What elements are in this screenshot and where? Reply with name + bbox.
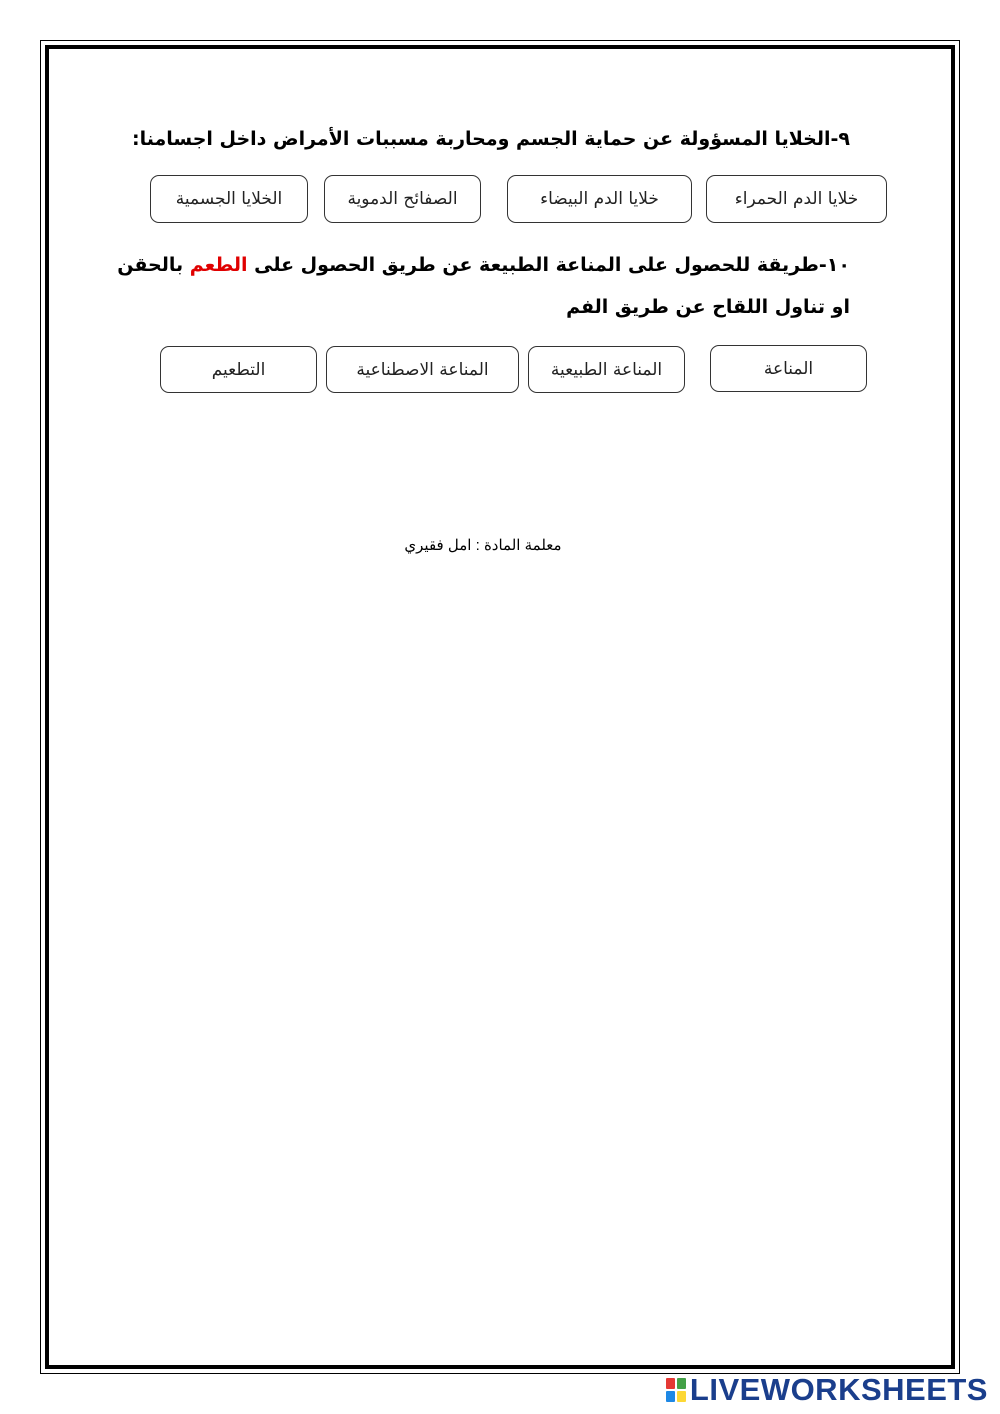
page-border-inner — [45, 45, 955, 1369]
brand-name: LIVEWORKSHEETS — [689, 1372, 988, 1407]
q9-option-4[interactable]: الخلايا الجسمية — [150, 175, 308, 223]
q9-option-2[interactable]: خلايا الدم البيضاء — [507, 175, 692, 223]
question-9-text: ٩-الخلايا المسؤولة عن حماية الجسم ومحاربة مسببات الأمراض داخل اجسامنا: — [131, 128, 850, 150]
q10-option-1[interactable]: المناعة — [710, 345, 867, 392]
q9-option-3[interactable]: الصفائح الدموية — [324, 175, 481, 223]
q10-option-2[interactable]: المناعة الطبيعية — [528, 346, 685, 393]
teacher-name: معلمة المادة : امل فقيري — [404, 537, 562, 554]
logo-icon — [666, 1378, 686, 1402]
question-10-highlight: الطعم — [189, 254, 248, 276]
question-10-text-after: بالحقن — [117, 254, 190, 276]
q9-option-1[interactable]: خلايا الدم الحمراء — [706, 175, 887, 223]
question-10-line-1 — [117, 254, 850, 276]
q10-option-3[interactable]: المناعة الاصطناعية — [326, 346, 519, 393]
question-10-text-before: ١٠-طريقة للحصول على المناعة الطبيعة عن طريق الحصول على — [247, 254, 850, 276]
question-10-line-2: او تناول اللقاح عن طريق الفم — [566, 296, 850, 318]
liveworksheets-logo[interactable] — [666, 1372, 988, 1408]
q10-option-4[interactable]: التطعيم — [160, 346, 317, 393]
